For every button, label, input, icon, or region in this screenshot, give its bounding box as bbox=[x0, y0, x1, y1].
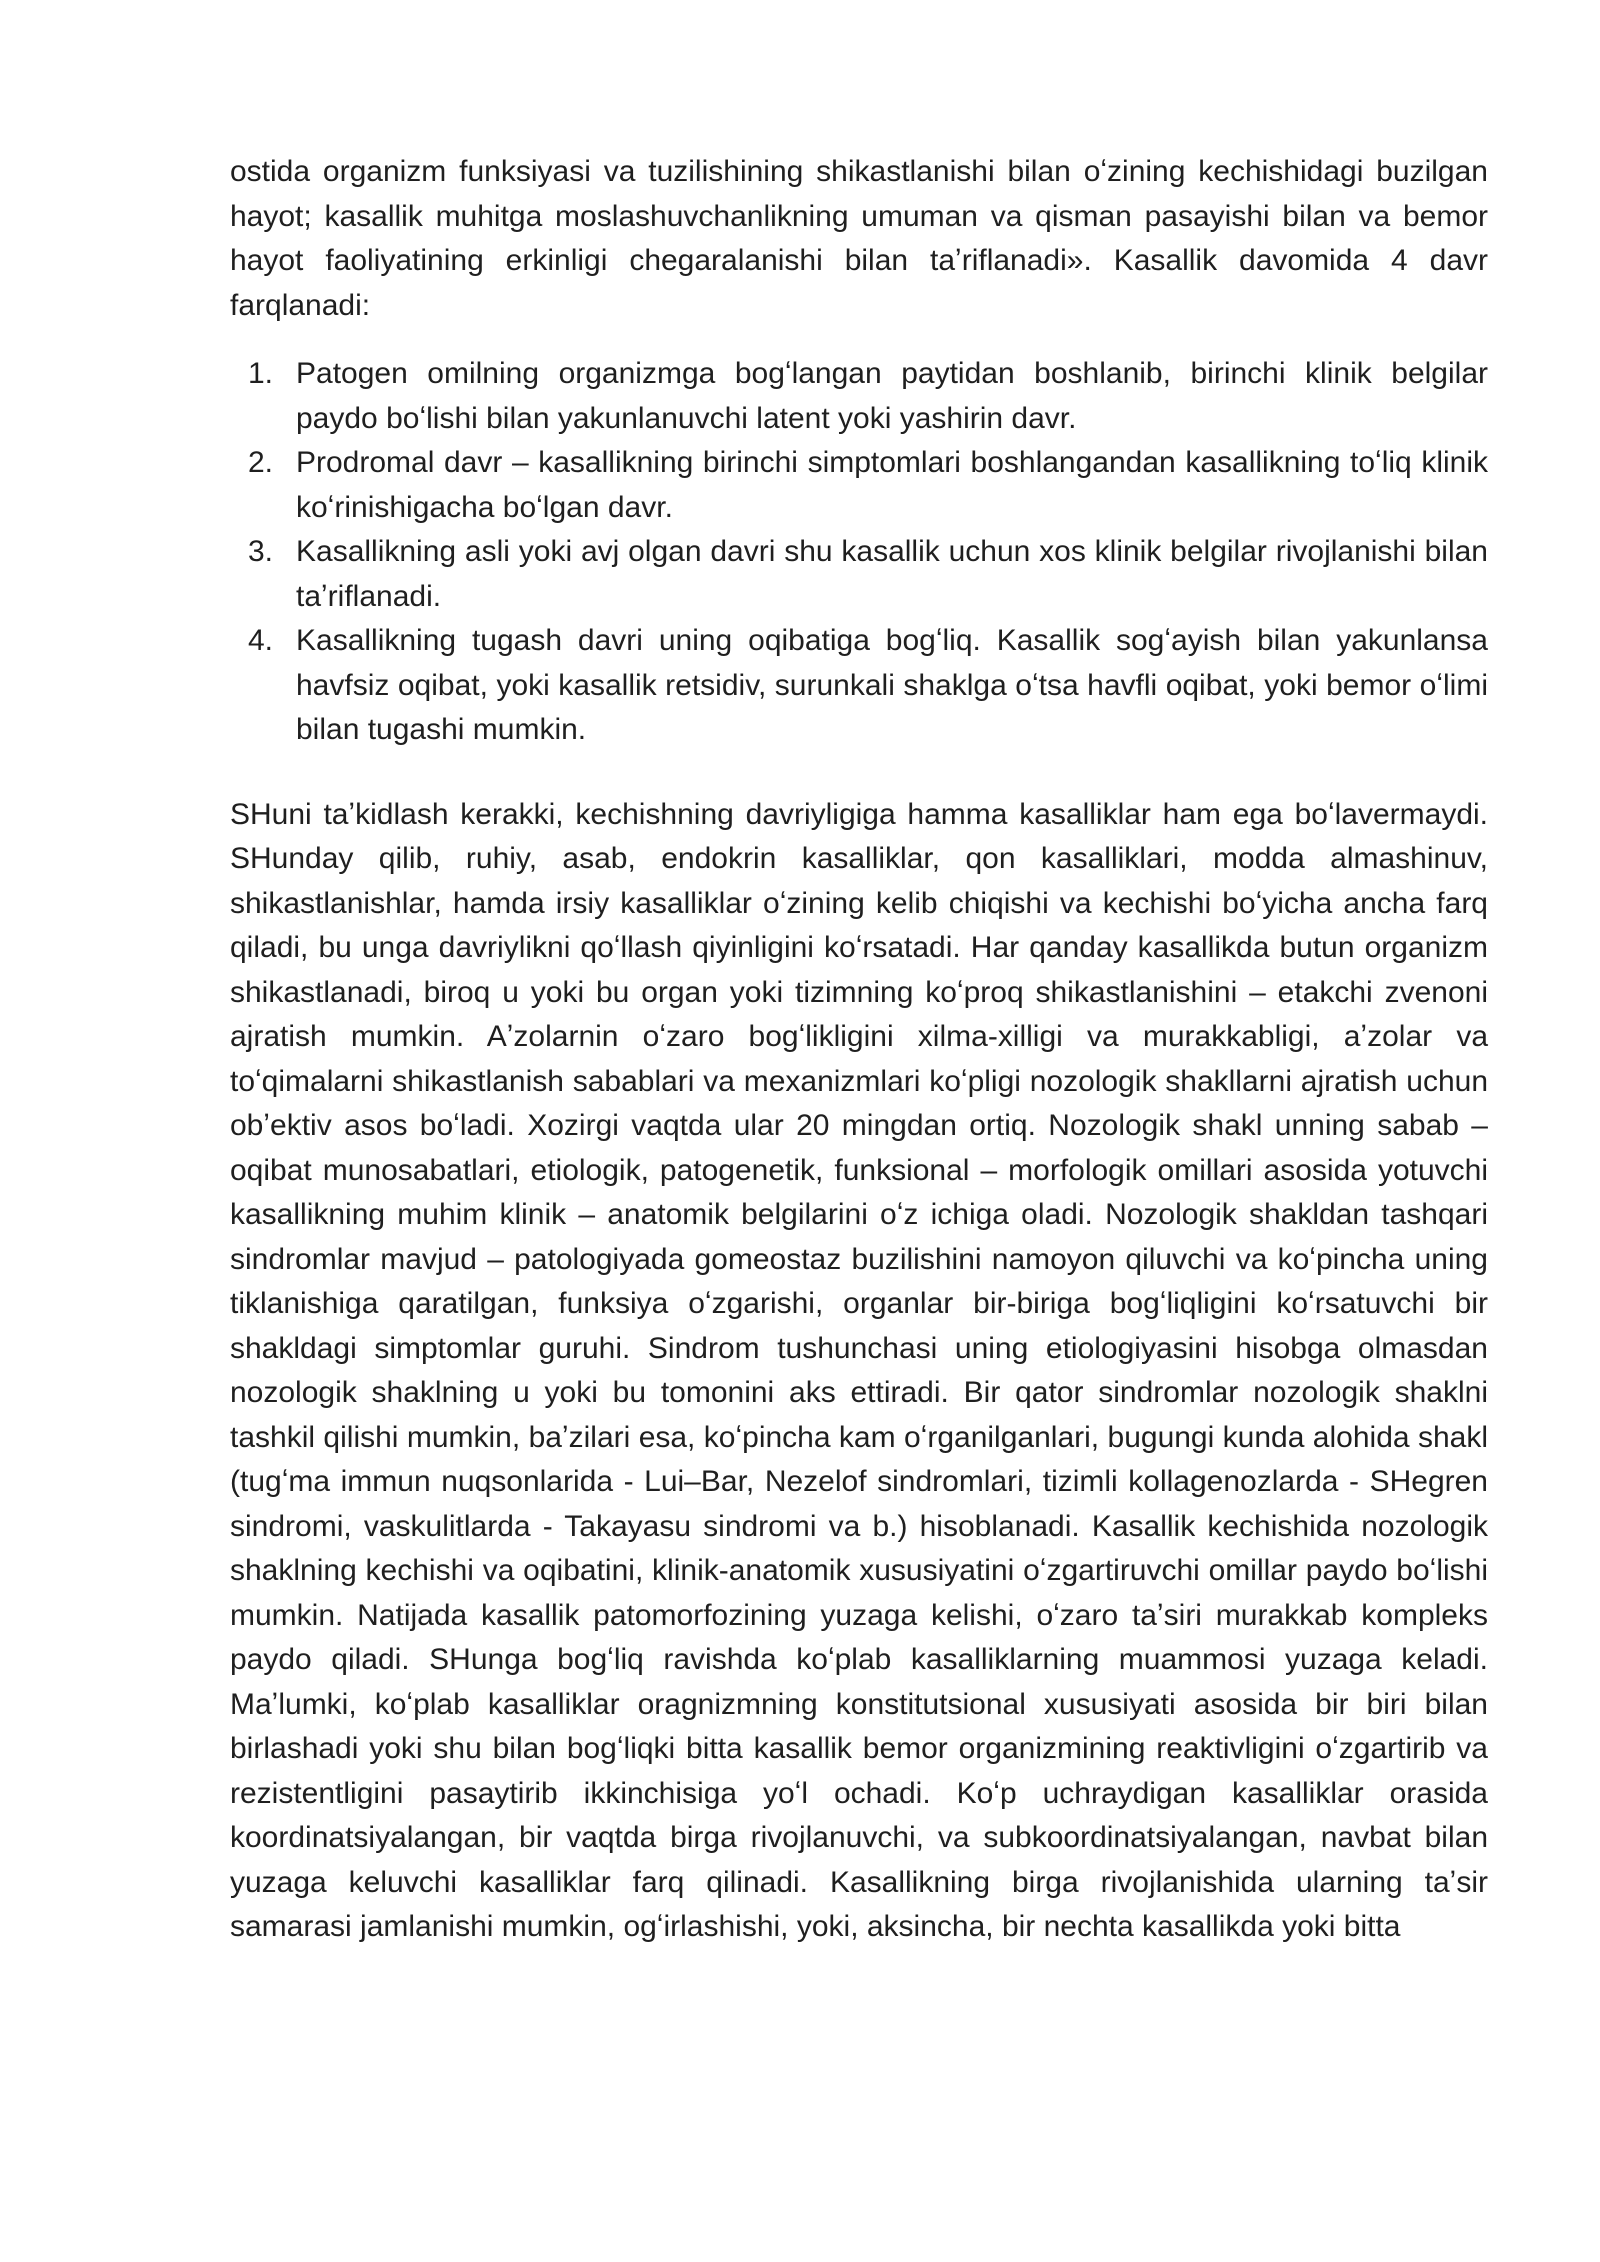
list-number: 1. bbox=[248, 357, 274, 390]
list-item-text: Prodromal davr – kasallikning birinchi simptomlari boshlangandan kasallikning toʻliq klinik koʻrinishigacha boʻlgan davr. bbox=[296, 446, 1488, 524]
list-item bbox=[230, 352, 1488, 441]
list-item bbox=[230, 530, 1488, 619]
list-item-text: Patogen omilning organizmga bogʻlangan paytidan boshlanib, birinchi klinik belgilar paydo boʻlishi bilan yakunlanuvchi latent yoki yashirin davr. bbox=[296, 357, 1488, 435]
intro-paragraph: ostida organizm funksiyasi va tuzilishining shikastlanishi bilan oʻzining kechishidagi buzilgan hayot; kasallik muhitga moslashuvchanlikning umuman va qisman pasayishi bilan va bemor hayot faoliyatining erkinligi chegaralanishi bilan taʼriflanadi». Kasallik davomida 4 davr farqlanadi: bbox=[230, 155, 1488, 322]
list-number: 2. bbox=[248, 446, 274, 479]
list-item bbox=[230, 441, 1488, 530]
main-paragraph: SHuni taʼkidlash kerakki, kechishning davriyligiga hamma kasalliklar ham ega boʻlavermaydi. SHunday qilib, ruhiy, asab, endokrin kasalliklar, qon kasalliklari, modda almashinuv, shikastlanishlar, hamda irsiy kasalliklar oʻzining kelib chiqishi va kechishi boʻyicha ancha farq qiladi, bu unga davriylikni qoʻllash qiyinligini koʻrsatadi. Har qanday kasallikda butun organizm shikastlanadi, biroq u yoki bu organ yoki tizimning koʻproq shikastlanishini – etakchi zvenoni ajratish mumkin. Aʼzolarnin oʻzaro bogʻlikligini xilma-xilligi va murakkabligi, aʼzolar va toʻqimalarni shikastlanish sabablari va mexanizmlari koʻpligi nozologik shakllarni ajratish uchun obʼektiv asos boʻladi. Xozirgi vaqtda ular 20 mingdan ortiq. Nozologik shakl unning sabab – oqibat munosabatlari, etiologik, patogenetik, funksional – morfologik omillari asosida yotuvchi kasallikning muhim klinik – anatomik belgilarini oʻz ichiga oladi. Nozologik shakldan tashqari sindromlar mavjud – patologiyada gomeostaz buzilishini namoyon qiluvchi va koʻpincha uning tiklanishiga qaratilgan, funksiya oʻzgarishi, organlar bir-biriga bogʻliqligini koʻrsatuvchi bir shakldagi simptomlar guruhi. Sindrom tushunchasi uning etiologiyasini hisobga olmasdan nozologik shaklning u yoki bu tomonini aks ettiradi. Bir qator sindromlar nozologik shaklni tashkil qilishi mumkin, baʼzilari esa, koʻpincha kam oʻrganilganlari, bugungi kunda alohida shakl (tugʻma immun nuqsonlarida - Lui–Bar, Nezelof sindromlari, tizimli kollagenozlarda - SHegren sindromi, vaskulitlarda - Takayasu sindromi va b.) hisoblanadi. Kasallik kechishida nozologik shaklning kechishi va oqibatini, klinik-anatomik xususiyatini oʻzgartiruvchi omillar paydo boʻlishi mumkin. Natijada kasallik patomorfozining yuzaga kelishi, oʻzaro taʼsiri murakkab kompleks paydo qiladi. SHunga bogʻliq ravishda koʻplab kasalliklarning muammosi yuzaga keladi. Maʼlumki, koʻplab kasalliklar oragnizmning konstitutsional xususiyati asosida bir biri bilan birlashadi yoki shu bilan bogʻliqki bitta kasallik bemor organizmining reaktivligini oʻzgartirib va rezistentligini pasaytirib ikkinchisiga yoʻl ochadi. Koʻp uchraydigan kasalliklar orasida koordinatsiyalangan, bir vaqtda birga rivojlanuvchi, va subkoordinatsiyalangan, navbat bilan yuzaga keluvchi kasalliklar farq qilinadi. Kasallikning birga rivojlanishida ularning taʼsir samarasi jamlanishi mumkin, ogʻirlashishi, yoki, aksincha, bir nechta kasallikda yoki bitta bbox=[230, 797, 1488, 1943]
list-number: 4. bbox=[248, 624, 274, 657]
document-page bbox=[230, 150, 1488, 1950]
disease-periods-list bbox=[230, 352, 1488, 753]
list-item-text: Kasallikning asli yoki avj olgan davri shu kasallik uchun xos klinik belgilar rivojlanishi bilan taʼriflanadi. bbox=[296, 535, 1488, 613]
list-item bbox=[230, 619, 1488, 753]
list-item-text: Kasallikning tugash davri uning oqibatiga bogʻliq. Kasallik sogʻayish bilan yakunlansa havfsiz oqibat, yoki kasallik retsidiv, surunkali shaklga oʻtsa havfli oqibat, yoki bemor oʻlimi bilan tugashi mumkin. bbox=[296, 624, 1488, 746]
list-number: 3. bbox=[248, 535, 274, 568]
